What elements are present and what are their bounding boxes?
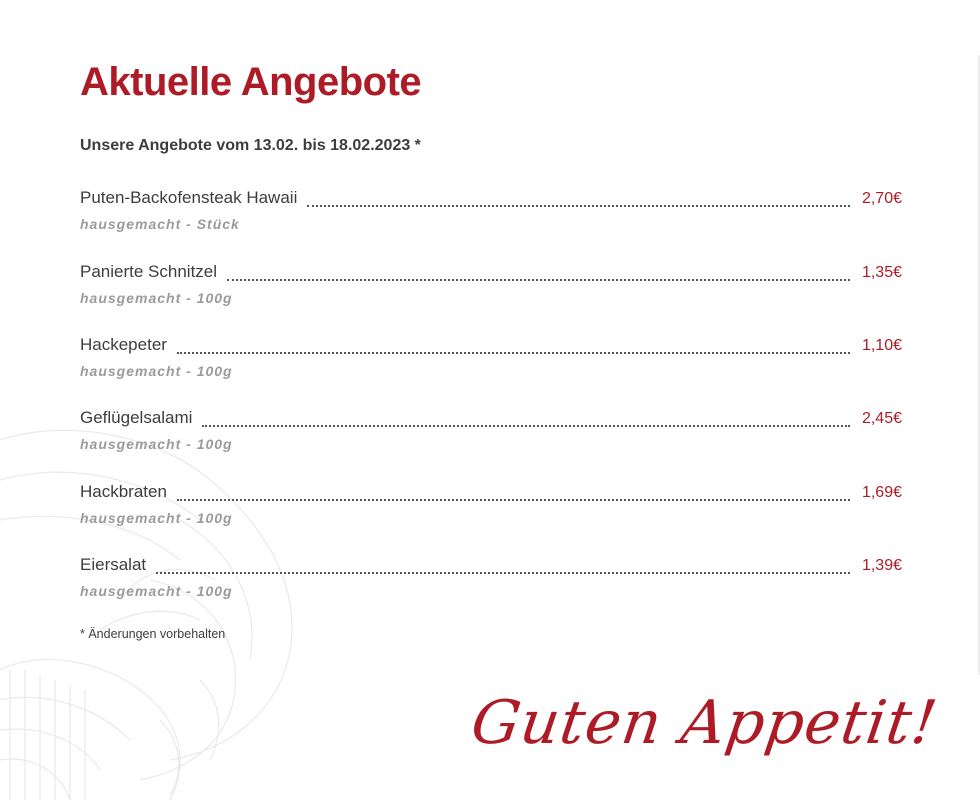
offer-description: hausgemacht - Stück <box>80 216 240 232</box>
offer-price: 1,69€ <box>861 484 902 501</box>
dotted-leader <box>177 497 850 501</box>
dotted-leader <box>202 423 850 427</box>
offer-description: hausgemacht - 100g <box>80 290 233 306</box>
offer-description: hausgemacht - 100g <box>80 436 233 452</box>
footnote: * Änderungen vorbehalten <box>80 627 226 641</box>
dotted-leader <box>156 570 850 574</box>
dotted-leader <box>307 203 850 207</box>
offer-item <box>80 262 902 312</box>
dotted-leader <box>227 277 850 281</box>
offer-price: 1,10€ <box>861 337 902 354</box>
offer-description: hausgemacht - 100g <box>80 363 233 379</box>
offer-name: Panierte Schnitzel <box>80 262 218 281</box>
offer-name: Geflügelsalami <box>80 408 193 427</box>
offer-item <box>80 408 902 458</box>
page-title: Aktuelle Angebote <box>80 60 422 104</box>
offer-name: Puten-Backofensteak Hawaii <box>80 188 298 207</box>
offer-description: hausgemacht - 100g <box>80 510 233 526</box>
offer-description: hausgemacht - 100g <box>80 583 233 599</box>
offer-item <box>80 482 902 532</box>
offer-price: 1,35€ <box>861 264 902 281</box>
meat-illustration <box>0 420 330 800</box>
offer-name: Eiersalat <box>80 555 147 574</box>
closing-greeting: Guten Appetit! <box>467 688 943 758</box>
offer-name: Hackbraten <box>80 482 167 501</box>
offer-price: 2,70€ <box>861 190 902 207</box>
offer-price: 1,39€ <box>861 557 902 574</box>
offers-subtitle: Unsere Angebote vom 13.02. bis 18.02.2023 * <box>80 137 421 154</box>
offer-name: Hackepeter <box>80 335 167 354</box>
offer-item <box>80 188 902 238</box>
offer-item <box>80 335 902 385</box>
offer-item <box>80 555 902 605</box>
dotted-leader <box>177 350 850 354</box>
offer-price: 2,45€ <box>861 410 902 427</box>
